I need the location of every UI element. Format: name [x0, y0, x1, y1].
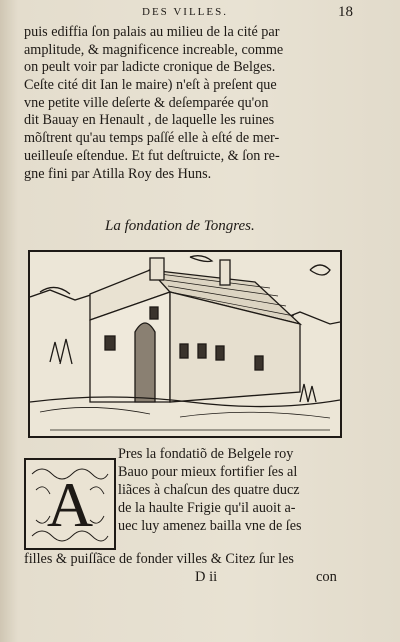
text-line: amplitude, & magnificence increable, comme [24, 41, 284, 58]
running-head: DES VILLES. [142, 6, 228, 18]
woodcut-house-illustration [28, 250, 342, 438]
text-line: de la haulte Frigie qu'il auoit a- [118, 500, 296, 516]
catchword: con [316, 569, 337, 585]
text-line: Pres la fondatiõ de Belgele roy [118, 446, 294, 462]
section-heading: La fondation de Tongres. [105, 218, 255, 234]
initial-svg [26, 460, 114, 548]
text-line: ueilleuſe eſtendue. Et fut deſtruicte, & ſon re- [24, 147, 280, 164]
text-line: Bauo pour mieux fortifier ſes al [118, 464, 298, 480]
text-line: dit Bauay en Henault , de laquelle les ruines [24, 112, 275, 129]
text-line: vne petite ville deſerte & deſemparée qu'on [24, 94, 269, 111]
paragraph-2 [118, 445, 358, 535]
initial-letter: A [46, 469, 94, 540]
text-line: Ceſte cité dit Ian le maire) n'eſt à preſent que [24, 77, 277, 94]
text-line: mõſtrent qu'au temps paſſé elle à eſté de mer- [24, 130, 280, 147]
text-line: uec luy amenez bailla vne de ſes [118, 518, 302, 534]
text-line: filles & puiſſãce de fonder villes & Citez ſur les [24, 551, 294, 567]
text-line: on peult voir par ladicte cronique de Belges. [24, 59, 276, 76]
decorated-initial [24, 458, 116, 550]
text-line: liãces à chaſcun des quatre ducz [118, 482, 300, 498]
woodcut-svg [30, 252, 340, 436]
text-line: puis ediffia ſon palais au milieu de la cité par [24, 24, 280, 40]
signature-mark: D ii [195, 569, 218, 585]
paragraph-1 [24, 24, 358, 183]
folio-number: 18 [338, 4, 353, 20]
text-line: gne fini par Atilla Roy des Huns. [24, 165, 212, 182]
